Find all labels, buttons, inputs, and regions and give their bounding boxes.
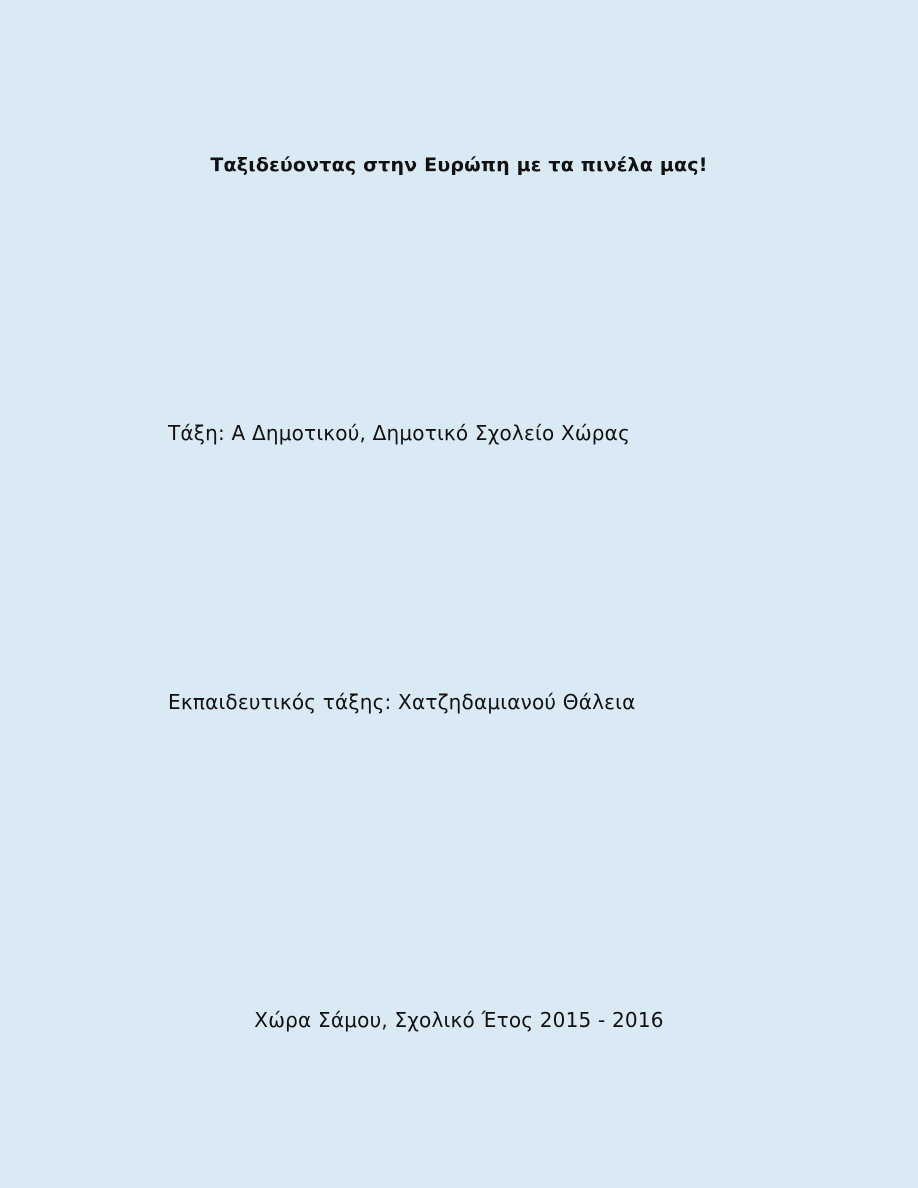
page-title: Ταξιδεύοντας στην Ευρώπη με τα πινέλα μας!	[210, 154, 708, 176]
location-and-school-year-line: Χώρα Σάμου, Σχολικό Έτος 2015 - 2016	[254, 1008, 664, 1032]
teacher-info-line: Εκπαιδευτικός τάξης: Χατζηδαμιανού Θάλεια	[168, 690, 636, 714]
class-info-line: Τάξη: Α Δημοτικού, Δημοτικό Σχολείο Χώρας	[168, 421, 631, 445]
